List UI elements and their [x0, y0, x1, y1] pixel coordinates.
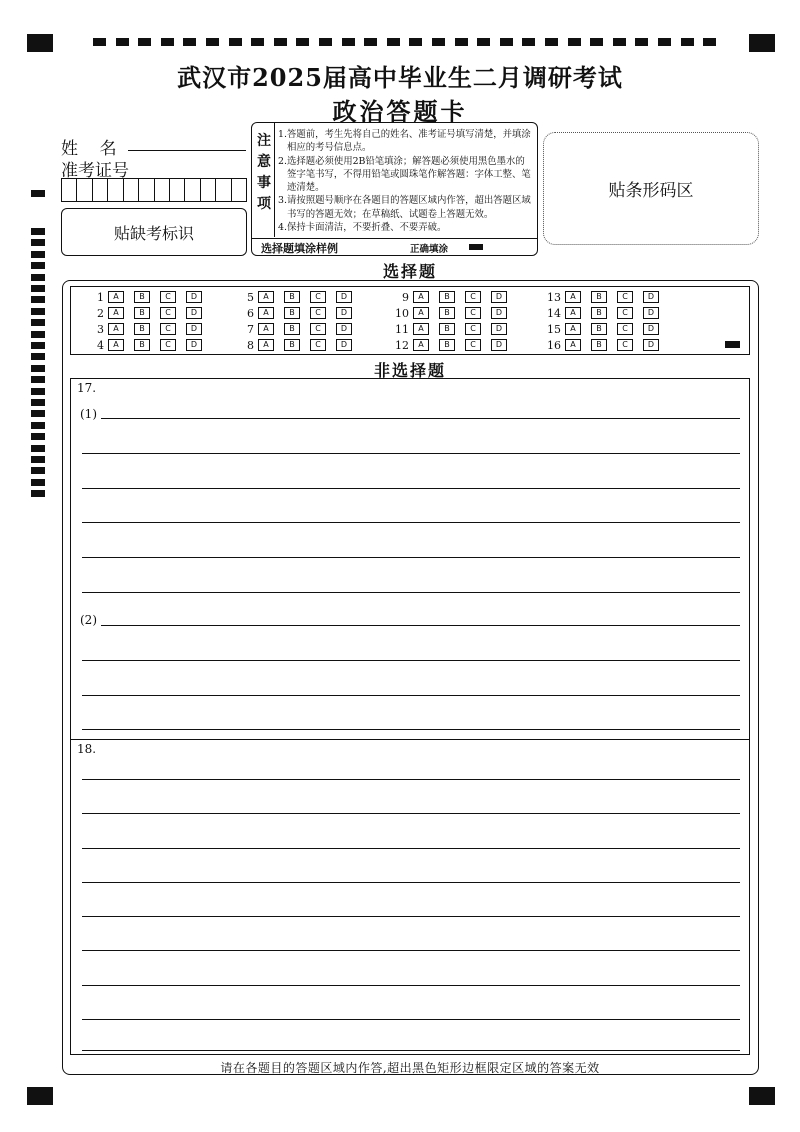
answer-line — [82, 522, 740, 523]
timing-dash — [116, 38, 129, 46]
timing-mark — [31, 251, 45, 258]
notice-divider — [274, 123, 275, 237]
mcq-question-number: 15 — [547, 322, 561, 336]
mcq-option-d-bubble[interactable]: D — [336, 307, 352, 319]
fill-sample-row — [252, 238, 537, 255]
mcq-question-row — [88, 290, 212, 304]
missing-exam-sticker-box — [61, 208, 247, 256]
timing-dash — [522, 38, 535, 46]
mcq-option-b-bubble[interactable]: B — [134, 307, 150, 319]
notice-item: 3.请按照题号顺序在各题目的答题区域内作答，超出答题区域书写的答题无效；在草稿纸、试题卷上答题无效。 — [278, 195, 531, 220]
timing-mark — [31, 285, 45, 292]
mcq-option-b-bubble[interactable]: B — [439, 339, 455, 351]
timing-mark — [31, 388, 45, 395]
mcq-question-row — [88, 338, 212, 352]
answer-line — [82, 1050, 740, 1051]
timing-mark — [31, 190, 45, 197]
mcq-question-row — [393, 306, 517, 320]
mcq-question-row — [238, 290, 362, 304]
mcq-option-d-bubble[interactable]: D — [186, 323, 202, 335]
mcq-option-d-bubble[interactable]: D — [491, 307, 507, 319]
mcq-question-number: 11 — [395, 322, 409, 336]
mcq-question-number: 8 — [247, 338, 254, 352]
mcq-question-number: 6 — [247, 306, 254, 320]
fill-sample-label: 选择题填涂样例 — [261, 242, 338, 255]
timing-dash — [161, 38, 174, 46]
mcq-option-b-bubble[interactable]: B — [134, 323, 150, 335]
timing-dash — [500, 38, 513, 46]
mcq-option-d-bubble[interactable]: D — [643, 291, 659, 303]
timing-dash — [455, 38, 468, 46]
mcq-question-row — [88, 306, 212, 320]
mcq-option-a-bubble[interactable]: A — [258, 339, 274, 351]
mcq-option-c-bubble[interactable]: C — [617, 339, 633, 351]
timing-mark — [31, 456, 45, 463]
answer-line — [82, 882, 740, 883]
timing-mark — [31, 331, 45, 338]
timing-dash — [342, 38, 355, 46]
mcq-option-c-bubble[interactable]: C — [160, 339, 176, 351]
mcq-option-a-bubble[interactable]: A — [108, 323, 124, 335]
mcq-option-a-bubble[interactable]: A — [258, 307, 274, 319]
timing-dash — [635, 38, 648, 46]
notice-heading-char: 项 — [257, 196, 271, 212]
answer-line — [82, 592, 740, 593]
mcq-option-b-bubble[interactable]: B — [439, 323, 455, 335]
mcq-question-number: 3 — [97, 322, 104, 336]
timing-mark — [31, 308, 45, 315]
mcq-option-d-bubble[interactable]: D — [643, 339, 659, 351]
answer-line — [82, 813, 740, 814]
mcq-question-row — [88, 322, 212, 336]
name-label: 姓 名 — [61, 139, 117, 159]
answer-line — [82, 488, 740, 489]
mcq-option-a-bubble[interactable]: A — [413, 307, 429, 319]
mcq-option-b-bubble[interactable]: B — [134, 339, 150, 351]
notice-heading — [255, 131, 273, 215]
mcq-option-c-bubble[interactable]: C — [310, 307, 326, 319]
answer-line — [101, 418, 740, 419]
answer-line — [82, 557, 740, 558]
mcq-option-c-bubble[interactable]: C — [160, 291, 176, 303]
answer-line — [82, 916, 740, 917]
mcq-question-number: 13 — [547, 290, 561, 304]
answer-line — [101, 625, 740, 626]
mcq-option-a-bubble[interactable]: A — [565, 307, 581, 319]
answer-line — [82, 848, 740, 849]
exam-id-grid[interactable] — [61, 178, 247, 202]
timing-mark — [31, 228, 45, 235]
answer-line — [82, 729, 740, 730]
mcq-question-number: 5 — [247, 290, 254, 304]
mcq-option-a-bubble[interactable]: A — [258, 291, 274, 303]
mcq-option-b-bubble[interactable]: B — [284, 339, 300, 351]
mcq-option-c-bubble[interactable]: C — [465, 307, 481, 319]
mcq-option-b-bubble[interactable]: B — [591, 323, 607, 335]
mcq-question-row — [238, 338, 362, 352]
timing-mark — [31, 319, 45, 326]
timing-mark — [31, 479, 45, 486]
corner-mark-bottom-left — [27, 1087, 53, 1105]
timing-dash — [658, 38, 671, 46]
notice-item: 1.答题前，考生先将自己的姓名、准考证号填写清楚，并填涂相应的考号信息点。 — [278, 129, 531, 154]
mcq-question-number: 4 — [97, 338, 104, 352]
mcq-option-d-bubble[interactable]: D — [491, 339, 507, 351]
timing-dash — [681, 38, 694, 46]
timing-dash — [703, 38, 716, 46]
answer-line — [82, 453, 740, 454]
answer-line — [82, 985, 740, 986]
q17-answer-box[interactable] — [70, 378, 750, 740]
mcq-timing-mark — [725, 341, 740, 348]
timing-dash — [387, 38, 400, 46]
timing-dash — [364, 38, 377, 46]
mcq-question-row — [545, 322, 669, 336]
timing-dash — [229, 38, 242, 46]
mcq-option-a-bubble[interactable]: A — [108, 339, 124, 351]
timing-dash — [296, 38, 309, 46]
mcq-question-row — [545, 338, 669, 352]
mcq-option-a-bubble[interactable]: A — [413, 323, 429, 335]
timing-dash — [545, 38, 558, 46]
timing-dash — [477, 38, 490, 46]
mcq-option-a-bubble[interactable]: A — [565, 339, 581, 351]
timing-dash — [432, 38, 445, 46]
timing-mark — [31, 239, 45, 246]
mcq-question-number: 14 — [547, 306, 561, 320]
timing-dash — [206, 38, 219, 46]
mcq-option-c-bubble[interactable]: C — [465, 323, 481, 335]
mcq-option-b-bubble[interactable]: B — [284, 307, 300, 319]
barcode-area — [543, 132, 759, 245]
mcq-option-b-bubble[interactable]: B — [591, 307, 607, 319]
mcq-question-row — [238, 322, 362, 336]
timing-dash — [138, 38, 151, 46]
corner-mark-bottom-right — [749, 1087, 775, 1105]
timing-mark — [31, 410, 45, 417]
mcq-option-b-bubble[interactable]: B — [439, 307, 455, 319]
card-title: 政治答题卡 — [332, 97, 468, 126]
mcq-option-a-bubble[interactable]: A — [258, 323, 274, 335]
corner-mark-top-left — [27, 34, 53, 52]
mcq-option-c-bubble[interactable]: C — [617, 323, 633, 335]
mcq-question-number: 9 — [402, 290, 409, 304]
mcq-question-row — [393, 290, 517, 304]
mcq-option-c-bubble[interactable]: C — [465, 339, 481, 351]
mcq-option-d-bubble[interactable]: D — [643, 307, 659, 319]
notice-item: 2.选择题必须使用2B铅笔填涂；解答题必须使用黑色墨水的签字笔书写，不得用铅笔或圆珠笔作解答题：字体工整、笔迹清楚。 — [278, 155, 531, 194]
mcq-option-d-bubble[interactable]: D — [186, 339, 202, 351]
mcq-option-c-bubble[interactable]: C — [160, 307, 176, 319]
mcq-option-d-bubble[interactable]: D — [491, 291, 507, 303]
answer-line — [82, 695, 740, 696]
notice-heading-char: 注 — [257, 133, 271, 149]
mcq-option-c-bubble[interactable]: C — [465, 291, 481, 303]
mcq-option-d-bubble[interactable]: D — [186, 291, 202, 303]
timing-mark — [31, 296, 45, 303]
name-field[interactable] — [128, 150, 246, 151]
timing-dash — [409, 38, 422, 46]
correct-fill-label: 正确填涂 — [410, 244, 449, 255]
mcq-option-b-bubble[interactable]: B — [591, 339, 607, 351]
timing-dash — [251, 38, 264, 46]
mcq-option-c-bubble[interactable]: C — [310, 339, 326, 351]
timing-dash — [319, 38, 332, 46]
mcq-option-d-bubble[interactable]: D — [336, 339, 352, 351]
mcq-question-number: 7 — [247, 322, 254, 336]
mcq-option-c-bubble[interactable]: C — [160, 323, 176, 335]
timing-dash — [183, 38, 196, 46]
mcq-option-b-bubble[interactable]: B — [134, 291, 150, 303]
timing-mark — [31, 399, 45, 406]
mcq-option-a-bubble[interactable]: A — [108, 307, 124, 319]
mcq-question-row — [545, 306, 669, 320]
q17-part2-label: (2) — [80, 613, 97, 627]
mcq-option-d-bubble[interactable]: D — [491, 323, 507, 335]
correct-fill-sample — [469, 244, 483, 250]
notice-heading-char: 事 — [257, 175, 271, 191]
timing-dash — [613, 38, 626, 46]
mcq-option-a-bubble[interactable]: A — [565, 323, 581, 335]
mcq-question-number: 12 — [395, 338, 409, 352]
answer-line — [82, 779, 740, 780]
q17-part1-label: (1) — [80, 407, 97, 421]
mcq-option-a-bubble[interactable]: A — [108, 291, 124, 303]
timing-dash — [568, 38, 581, 46]
barcode-label: 贴条形码区 — [608, 181, 694, 201]
mcq-option-d-bubble[interactable]: D — [336, 323, 352, 335]
mcq-question-row — [393, 338, 517, 352]
mcq-option-c-bubble[interactable]: C — [310, 323, 326, 335]
mcq-question-row — [545, 290, 669, 304]
non-mcq-section-title: 非选择题 — [373, 361, 446, 380]
mcq-question-number: 2 — [97, 306, 104, 320]
timing-dash — [590, 38, 603, 46]
missing-exam-label: 贴缺考标识 — [113, 223, 194, 243]
timing-mark — [31, 490, 45, 497]
timing-mark — [31, 467, 45, 474]
exam-id-label: 准考证号 — [61, 161, 129, 181]
q17-label: 17. — [77, 381, 97, 395]
timing-dash — [274, 38, 287, 46]
q18-answer-box[interactable] — [70, 739, 750, 1055]
notice-heading-char: 意 — [257, 154, 271, 170]
answer-line — [82, 660, 740, 661]
answer-line — [82, 950, 740, 951]
notice-item: 4.保持卡面清洁，不要折叠、不要弄破。 — [278, 222, 447, 234]
timing-mark — [31, 422, 45, 429]
mcq-option-a-bubble[interactable]: A — [565, 291, 581, 303]
answer-line — [82, 1019, 740, 1020]
mcq-option-d-bubble[interactable]: D — [336, 291, 352, 303]
mcq-option-b-bubble[interactable]: B — [284, 323, 300, 335]
mcq-question-number: 16 — [547, 338, 561, 352]
corner-mark-top-right — [749, 34, 775, 52]
notice-box — [251, 122, 538, 256]
mcq-option-b-bubble[interactable]: B — [439, 291, 455, 303]
exam-title: 武汉市2025届高中毕业生二月调研考试 — [177, 63, 623, 92]
timing-mark — [31, 445, 45, 452]
q18-label: 18. — [77, 742, 97, 756]
mcq-option-b-bubble[interactable]: B — [591, 291, 607, 303]
notice-list — [278, 128, 534, 234]
mcq-option-a-bubble[interactable]: A — [413, 291, 429, 303]
mcq-option-c-bubble[interactable]: C — [617, 307, 633, 319]
mcq-question-row — [238, 306, 362, 320]
mcq-option-c-bubble[interactable]: C — [617, 291, 633, 303]
mcq-question-number: 1 — [97, 290, 104, 304]
mcq-option-d-bubble[interactable]: D — [186, 307, 202, 319]
mcq-option-c-bubble[interactable]: C — [310, 291, 326, 303]
mcq-option-d-bubble[interactable]: D — [643, 323, 659, 335]
timing-mark — [31, 433, 45, 440]
timing-dash — [93, 38, 106, 46]
mcq-section-title: 选择题 — [382, 262, 437, 281]
mcq-question-row — [393, 322, 517, 336]
footer-note: 请在各题目的答题区域内作答,超出黑色矩形边框限定区域的答案无效 — [220, 1061, 600, 1075]
mcq-option-b-bubble[interactable]: B — [284, 291, 300, 303]
mcq-option-a-bubble[interactable]: A — [413, 339, 429, 351]
mcq-question-number: 10 — [395, 306, 409, 320]
timing-mark — [31, 342, 45, 349]
